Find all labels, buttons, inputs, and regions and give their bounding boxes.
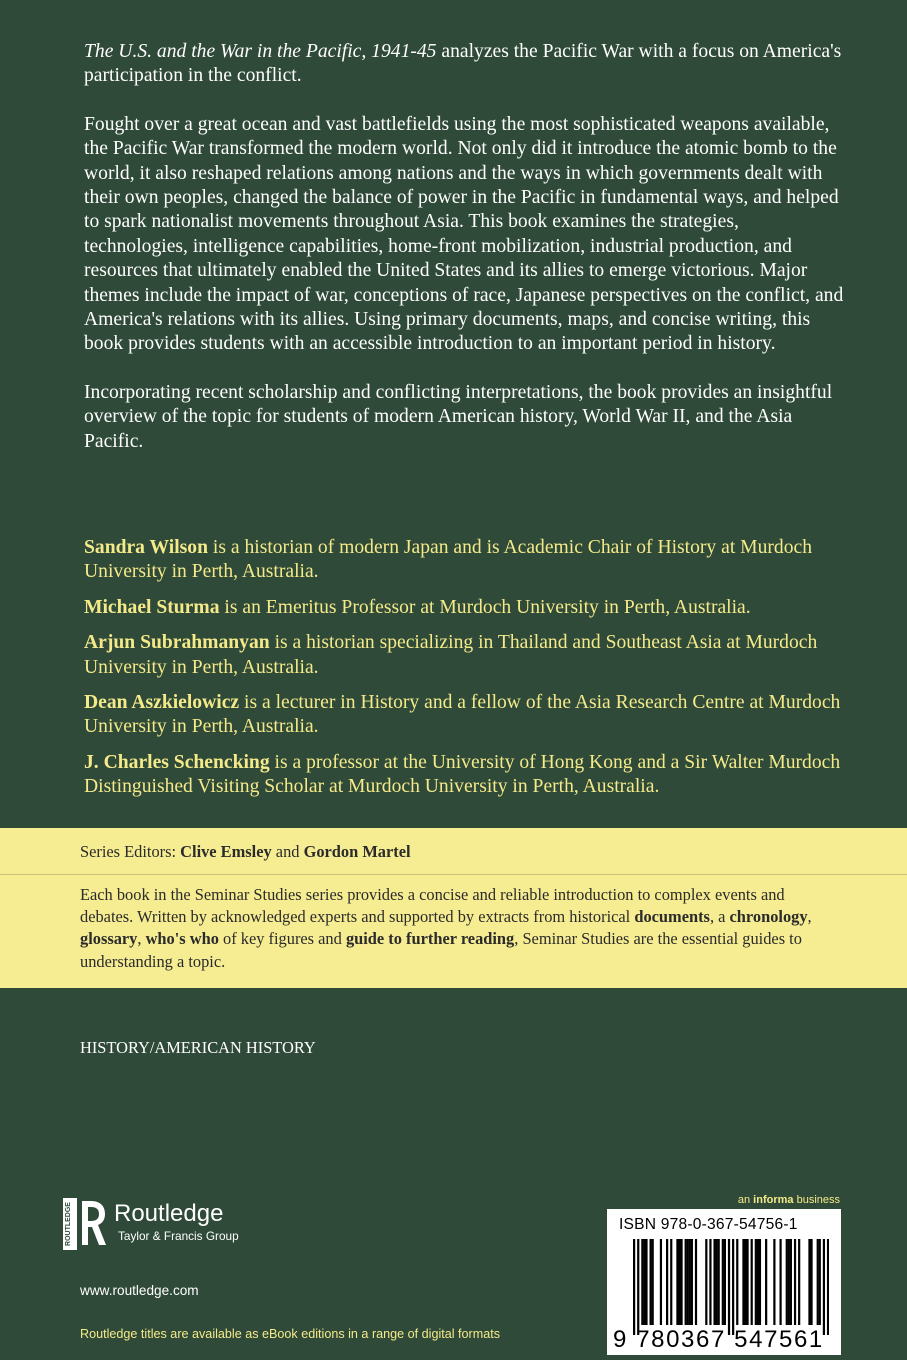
ebook-note: Routledge titles are available as eBook editions in a range of digital formats <box>80 1327 501 1341</box>
intro-paragraph <box>84 40 844 89</box>
series-divider <box>0 874 907 875</box>
barcode-bar <box>641 1239 643 1325</box>
barcode-bar <box>722 1239 724 1325</box>
author-bios <box>84 536 864 811</box>
barcode-bar <box>790 1239 792 1325</box>
barcode-bar <box>808 1239 810 1325</box>
barcode-bar <box>713 1239 715 1325</box>
informa-suffix: business <box>796 1194 840 1206</box>
author-bio <box>84 536 864 585</box>
series-text: , <box>137 929 142 949</box>
barcode-bar <box>652 1239 654 1325</box>
series-keyword: guide to further reading <box>345 929 515 949</box>
informa-business <box>712 1194 840 1207</box>
barcode-bar <box>742 1239 744 1325</box>
description-paragraph-3: Incorporating recent scholarship and conflicting interpretations, the book provides an insightful overview of the topic for students of modern American history, World War II, and the Asia Pacific. <box>84 381 833 452</box>
description-paragraph-2: Fought over a great ocean and vast battlefields using the most sophisticated weapons available, the Pacific War transformed the modern world. Not only did it introduce the atomic bomb to the world, it also reshaped relations among nations and the ways in which governments dealt with their own peoples, changed the balance of power in the Pacific in fundamental ways, and helped to spark nationalist movements throughout Asia. This book examines the strategies, technologies, intelligence capabilities, home-front mobilization, industrial production, and resources that ultimately enabled the United States and its allies to emerge victorious. Major themes include the impact of war, conceptions of race, Japanese perspectives on the conflict, and America's relations with its allies. Using primary documents, maps, and concise writing, this book provides students with an accessible introduction to an important period in history. <box>84 113 844 355</box>
barcode-bar <box>633 1239 635 1335</box>
author-name: Sandra Wilson <box>84 537 208 558</box>
isbn-label: ISBN 978-0-367-54756-1 <box>619 1216 798 1233</box>
barcode-bar <box>678 1239 680 1325</box>
barcode-bar <box>794 1239 796 1325</box>
barcode-bar <box>765 1239 767 1325</box>
barcode-bar <box>689 1239 691 1325</box>
barcode-bar <box>744 1239 746 1325</box>
barcode-bar <box>823 1239 825 1335</box>
barcode-bar <box>705 1239 707 1325</box>
author-name: Dean Aszkielowicz <box>84 692 240 714</box>
book-title-years: 1941-45 <box>371 41 437 62</box>
barcode-bar <box>757 1239 759 1325</box>
series-description <box>80 884 840 973</box>
series-editors-and: and <box>275 842 300 861</box>
isbn-barcode <box>607 1209 841 1355</box>
barcode-bar <box>685 1239 687 1325</box>
barcode-bar <box>773 1239 775 1325</box>
barcode-bar <box>746 1239 748 1325</box>
barcode-bar <box>786 1239 788 1325</box>
barcode-bar <box>718 1239 720 1325</box>
informa-bold: informa <box>753 1194 794 1206</box>
author-bio <box>84 596 864 620</box>
series-text: , Seminar Studies are the essential guides to understanding a topic. <box>80 929 802 971</box>
barcode-bar <box>666 1239 668 1325</box>
barcode-bar <box>650 1239 652 1325</box>
intro-text: analyzes the Pacific War with a focus on America's participation in the conflict. <box>84 41 842 87</box>
series-text: of key figures and <box>223 929 342 949</box>
barcode-bar <box>695 1239 697 1325</box>
barcode-bar <box>779 1239 781 1325</box>
series-keyword: documents <box>634 907 710 927</box>
barcode-bar <box>709 1239 711 1325</box>
series-text: , a <box>709 907 726 927</box>
barcode-bar <box>810 1239 812 1325</box>
routledge-logo <box>62 1197 262 1251</box>
barcode-bar <box>827 1239 829 1335</box>
series-keyword: who's who <box>145 929 219 949</box>
barcode-bar <box>660 1239 662 1325</box>
author-name: J. Charles Schencking <box>84 751 270 773</box>
series-editors-label: Series Editors: <box>80 842 177 861</box>
author-name: Michael Sturma <box>84 596 220 618</box>
barcode-bar <box>751 1239 753 1325</box>
series-text: , <box>807 907 812 927</box>
author-bio <box>84 691 864 740</box>
barcode-bar <box>736 1239 738 1325</box>
barcode-bar <box>691 1239 693 1325</box>
barcode-bar <box>788 1239 790 1325</box>
barcode-bar <box>716 1239 718 1325</box>
book-description <box>84 40 844 478</box>
barcode-bar <box>728 1239 730 1335</box>
barcode-bar <box>798 1239 800 1325</box>
routledge-mark-icon <box>62 1197 110 1251</box>
author-bio-text: is a historian specializing in Thailand and Southeast Asia at Murdoch University in Perth, Australia. <box>84 632 818 678</box>
barcode-bar <box>670 1239 672 1325</box>
publisher-group: Taylor & Francis Group <box>118 1229 239 1243</box>
author-bio-text: is a lecturer in History and a fellow of the Asia Research Centre at Murdoch University in Perth, Australia. <box>84 692 841 738</box>
barcode-digits: 9 780367 547561 <box>613 1326 824 1353</box>
informa-prefix: an <box>737 1194 751 1206</box>
barcode-bar <box>755 1239 757 1325</box>
barcode-bar <box>645 1239 647 1325</box>
barcode-bars <box>633 1239 829 1335</box>
barcode-bar <box>643 1239 645 1325</box>
barcode-bar <box>637 1239 639 1335</box>
series-editor-name: Clive Emsley <box>180 842 272 861</box>
series-keyword: chronology <box>729 907 808 927</box>
series-editors <box>80 841 411 863</box>
publisher-url: www.routledge.com <box>80 1283 199 1298</box>
barcode-bar <box>676 1239 678 1325</box>
barcode-bar <box>732 1239 734 1335</box>
barcode-bar <box>819 1239 821 1325</box>
series-text: Each book in the Seminar Studies series provides a concise and reliable introduction to complex events and debates. Written by acknowledged experts and supported by extracts from historical <box>80 885 785 927</box>
svg-text:ROUTLEDGE: ROUTLEDGE <box>65 1202 72 1246</box>
publisher-name: Routledge <box>114 1200 224 1227</box>
book-title: The U.S. and the War in the Pacific, <box>84 41 367 62</box>
barcode-bar <box>759 1239 761 1325</box>
author-name: Arjun Subrahmanyan <box>84 632 270 654</box>
author-bio-text: is a professor at the University of Hong Kong and a Sir Walter Murdoch Distinguished Visiting Scholar at Murdoch University in Perth, Australia. <box>84 751 841 798</box>
barcode-bar <box>680 1239 682 1325</box>
author-bio <box>84 631 864 680</box>
series-band <box>0 828 907 988</box>
author-bio-text: is an Emeritus Professor at Murdoch University in Perth, Australia. <box>224 596 751 618</box>
series-keyword: glossary <box>80 929 138 949</box>
author-bio <box>84 751 864 800</box>
subject-category: HISTORY/AMERICAN HISTORY <box>80 1038 316 1057</box>
barcode-bar <box>724 1239 726 1325</box>
barcode-bar <box>687 1239 689 1325</box>
series-editor-name: Gordon Martel <box>303 842 411 861</box>
barcode-bar <box>817 1239 819 1325</box>
author-bio-text: is a historian of modern Japan and is Academic Chair of History at Murdoch University in Perth, Australia. <box>84 537 812 583</box>
